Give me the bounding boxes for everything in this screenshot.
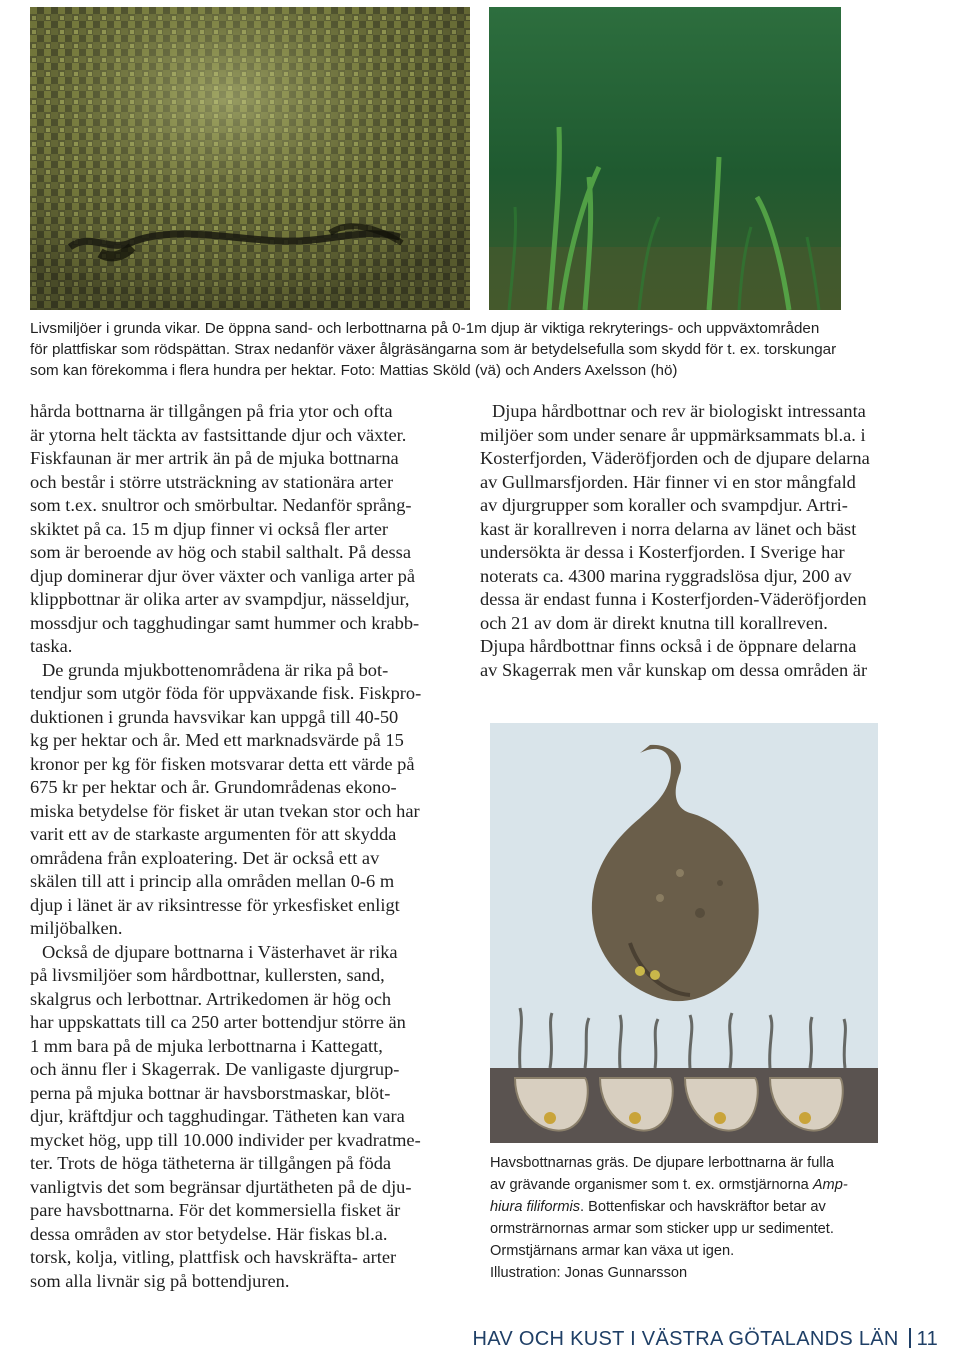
- text-line: 675 kr per hektar och år. Grundområdenas ekono-: [30, 777, 397, 797]
- flatfish-and-brittle-stars-drawing: [490, 723, 878, 1143]
- text-line: av djurgrupper som koraller och svampdjur. Artri-: [480, 495, 848, 515]
- body-text-left-column: [30, 400, 470, 1293]
- text-line: klippbottnar är olika arter av svampdjur, nässeldjur,: [30, 589, 410, 609]
- caption-text: . Bottenfiskar och havskräftor betar av: [580, 1199, 826, 1215]
- text-line: Djupa hårdbottnar och rev är biologiskt intressanta: [492, 401, 866, 421]
- photo-caption: [30, 318, 860, 381]
- text-line: av Skagerrak men vår kunskap om dessa områden är: [480, 659, 868, 680]
- text-line: kronor per kg för fisken motsvarar detta ett värde på: [30, 753, 415, 774]
- species-name: hiura filiformis: [490, 1199, 581, 1215]
- text-line: skälen till att i princip alla områden mellan 0-6 m: [30, 871, 395, 891]
- photo-shallow-bay-sand-bottom: [30, 7, 470, 310]
- text-line: duktionen i grunda havsvikar kan uppgå till 40-50: [30, 706, 399, 727]
- caption-line: Havsbottnarnas gräs. De djupare lerbottnarna är fulla: [490, 1155, 834, 1171]
- text-line: och 21 av dom är direkt knutna till korallreven.: [480, 612, 828, 633]
- illustration-caption: [490, 1152, 890, 1284]
- text-line: miljöer som under senare år uppmärksammats bl.a. i: [480, 424, 866, 445]
- caption-text: av grävande organismer som t. ex. ormstjärnorna: [490, 1177, 813, 1193]
- text-line: som t.ex. snultror och smörbultar. Nedanför språng-: [30, 495, 412, 515]
- caption-line: som kan förekomma i flera hundra per hektar. Foto: Mattias Sköld (vä) och Anders Axelsson (hö): [30, 362, 678, 379]
- text-line: dessa är endast funna i Kosterfjorden-Väderöfjorden: [480, 589, 867, 609]
- text-line: skiktet på ca. 15 m djup finner vi också fler arter: [30, 518, 388, 539]
- page-number: 11: [916, 1328, 938, 1350]
- text-line: som är beroende av hög och stabil salthalt. På dessa: [30, 542, 411, 562]
- seabed-flatfish-illustration: [490, 723, 878, 1143]
- text-line: kg per hektar och år. Med ett marknadsvärde på 15: [30, 730, 404, 750]
- text-line: undersökta är dessa i Kosterfjorden. I Sverige har: [480, 542, 845, 562]
- text-line: miljöbalken.: [30, 918, 123, 938]
- text-line: 1 mm bara på de mjuka lerbottnarna i Kattegatt,: [30, 1035, 383, 1056]
- footer-separator: [909, 1328, 911, 1348]
- text-line: Kosterfjorden, Väderöfjorden och de djupare delarna: [480, 448, 870, 468]
- text-line: områdena från exploatering. Det är också ett av: [30, 847, 380, 868]
- caption-line: [490, 1196, 890, 1218]
- text-line: djup i länet är av riksintresse för yrkesfisket enligt: [30, 894, 400, 915]
- body-text-right-column: [480, 400, 935, 682]
- species-name: Amp-: [812, 1177, 848, 1193]
- running-title: HAV OCH KUST I VÄSTRA GÖTALANDS LÄN: [472, 1328, 899, 1350]
- text-line: taska.: [30, 636, 73, 656]
- caption-line: Illustration: Jonas Gunnarsson: [490, 1265, 688, 1281]
- text-line: pare havsbottnarna. För det kommersiella fisket är: [30, 1200, 401, 1220]
- eelgrass-image: [489, 7, 841, 310]
- text-line: Djupa hårdbottnar finns också i de öppnare delarna: [480, 636, 857, 656]
- text-line: Också de djupare bottnarna i Västerhavet är rika: [42, 941, 398, 962]
- text-line: har uppskattats till ca 250 arter bottendjur större än: [30, 1012, 406, 1032]
- text-line: dessa områden av stor betydelse. Här fiskas bl.a.: [30, 1223, 388, 1244]
- text-line: som alla livnär sig på bottendjuren.: [30, 1270, 290, 1291]
- text-line: djup dominerar djur över växter och vanliga arter på: [30, 565, 416, 586]
- text-line: hårda bottnarna är tillgången på fria ytor och ofta: [30, 401, 393, 421]
- caption-line: Ormstjärnans armar kan växa ut igen.: [490, 1243, 735, 1259]
- text-line: varit ett av de starkaste argumenten för att skydda: [30, 824, 397, 844]
- text-line: skalgrus och lerbottnar. Artrikedomen är hög och: [30, 988, 392, 1009]
- text-line: torsk, kolja, vitling, plattfisk och havskräfta- arter: [30, 1247, 397, 1267]
- text-line: av Gullmarsfjorden. Här finner vi en stor mångfald: [480, 471, 856, 492]
- text-line: kast är korallreven i norra delarna av länet och bäst: [480, 518, 857, 539]
- text-line: ter. Trots de höga tätheterna är tillgången på föda: [30, 1153, 392, 1173]
- caption-line: [490, 1174, 890, 1196]
- text-line: miska betydelse för fisket är utan tvekan stor och har: [30, 800, 420, 821]
- photo-eelgrass-meadow: [489, 7, 841, 310]
- text-line: noterats ca. 4300 marina ryggradslösa djur, 200 av: [480, 565, 852, 586]
- text-line: tendjur som utgör föda för uppväxande fisk. Fiskpro-: [30, 683, 422, 703]
- text-line: är ytorna helt täckta av fastsittande djur och växter.: [30, 424, 407, 445]
- text-line: mycket hög, upp till 10.000 individer per kvadratme-: [30, 1129, 421, 1150]
- text-line: De grunda mjukbottenområdena är rika på bot-: [42, 659, 389, 680]
- text-line: och ännu fler i Skagerrak. De vanligaste djurgrup-: [30, 1059, 400, 1079]
- text-line: djur, kräftdjur och tagghudingar. Tätheten kan vara: [30, 1106, 405, 1126]
- text-line: mossdjur och tagghudingar samt hummer och krabb-: [30, 612, 420, 633]
- page-footer: [472, 1328, 938, 1350]
- caption-line: Livsmiljöer i grunda vikar. De öppna sand- och lerbottnarna på 0-1m djup är viktiga rekryterings- och uppväxtområden: [30, 320, 820, 337]
- text-line: Fiskfaunan är mer artrik än på de mjuka bottnarna: [30, 448, 399, 468]
- sand-bottom-image: [30, 7, 470, 310]
- text-line: på livsmiljöer som hårdbottnar, kullersten, sand,: [30, 965, 385, 985]
- caption-line: för plattfiskar som rödspättan. Strax nedanför växer ålgräsängarna som är betydelsefulla som skydd för t. ex. torskungar: [30, 341, 837, 358]
- caption-line: ormsträrnornas armar som sticker upp ur sedimentet.: [490, 1221, 834, 1237]
- text-line: perna på mjuka bottnar är havsborstmaskar, blöt-: [30, 1082, 391, 1103]
- text-line: vanligtvis det som begränsar djurtätheten på de dju-: [30, 1176, 412, 1197]
- text-line: och består i större utsträckning av stationära arter: [30, 471, 394, 492]
